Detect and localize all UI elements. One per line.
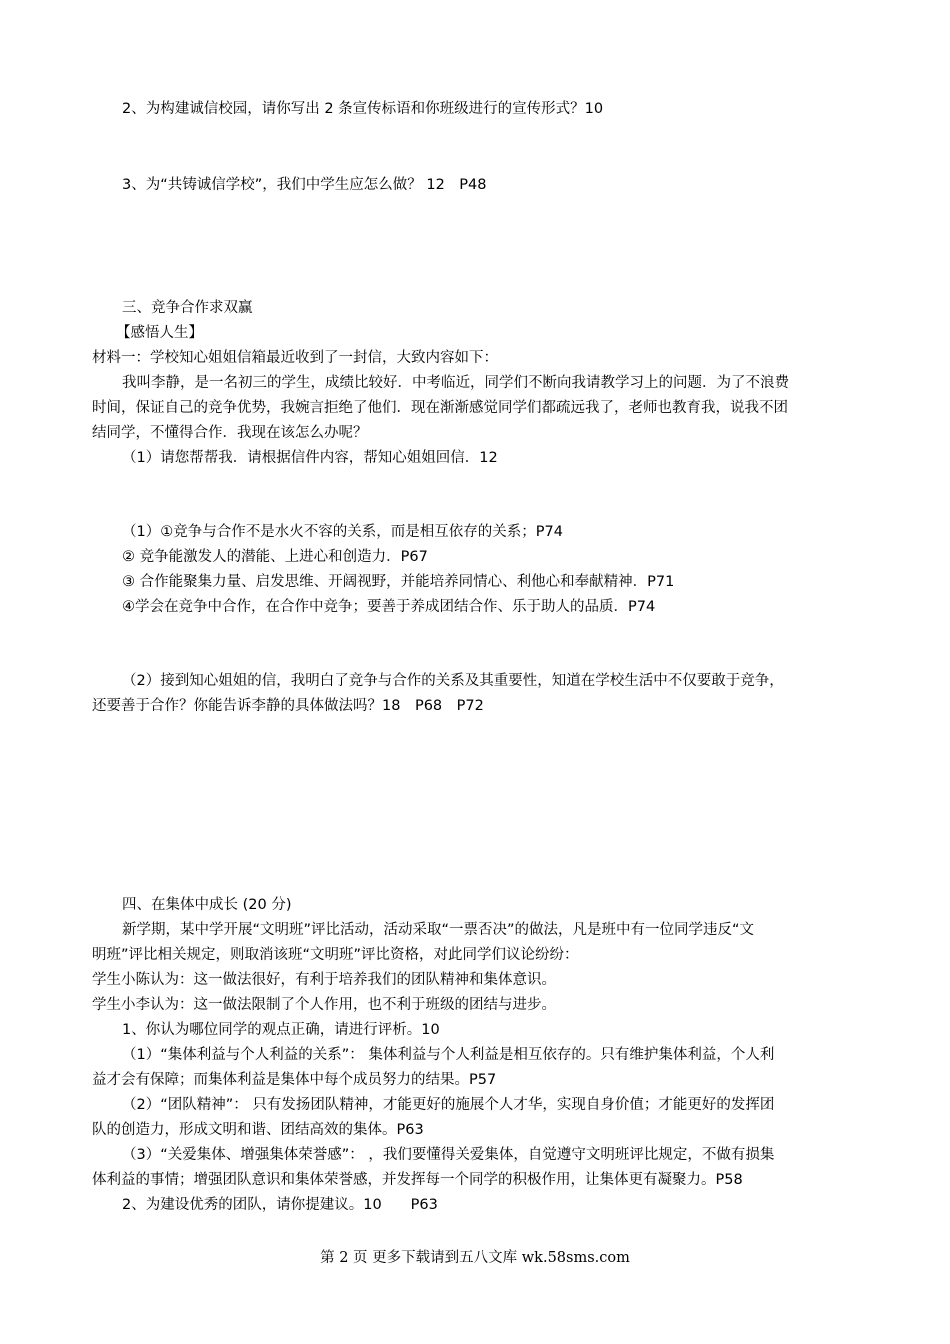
letter-paragraph-line-2: 时间，保证自己的竞争优势，我婉言拒绝了他们．现在渐渐感觉同学们都疏远我了，老师也教育我，说我不团 [92, 400, 788, 416]
answer-point-2: ② 竞争能激发人的潜能、上进心和创造力．P67 [122, 549, 428, 565]
student-chen-opinion: 学生小陈认为：这一做法很好，有利于培养我们的团队精神和集体意识。 [92, 972, 556, 988]
section-4-question-2: 2、为建设优秀的团队，请你提建议。10 P63 [122, 1197, 438, 1213]
sub-question-2-line-2: 还要善于合作？你能告诉李静的具体做法吗？18 P68 P72 [92, 698, 484, 714]
answer-2-line-1: （2）“团队精神”： 只有发扬团队精神，才能更好的施展个人才华，实现自身价值；才能更好的发挥团 [122, 1097, 775, 1113]
answer-3-line-2: 体利益的事情；增强团队意识和集体荣誉感，并发挥每一个同学的积极作用，让集体更有凝聚力。P58 [92, 1172, 743, 1188]
section-4-paragraph-line-2: 明班”评比相关规定，则取消该班“文明班”评比资格，对此同学们议论纷纷： [92, 947, 579, 963]
letter-paragraph-line-1: 我叫李静，是一名初三的学生，成绩比较好．中考临近，同学们不断向我请教学习上的问题．为了不浪费 [122, 375, 789, 391]
material-1-intro: 材料一：学校知心姐姐信箱最近收到了一封信，大致内容如下： [92, 350, 498, 366]
answer-3-line-1: （3）“关爱集体、增强集体荣誉感”： ，我们要懂得关爱集体，自觉遵守文明班评比规定，不做有损集 [122, 1147, 775, 1163]
question-2-line: 2、为构建诚信校园，请你写出 2 条宣传标语和你班级进行的宣传形式？10 [122, 101, 604, 117]
answer-2-line-2: 队的创造力，形成文明和谐、团结高效的集体。P63 [92, 1122, 424, 1138]
answer-point-4: ④学会在竞争中合作，在合作中竞争；要善于养成团结合作、乐于助人的品质．P74 [122, 599, 656, 615]
answer-point-1: （1）①竞争与合作不是水火不容的关系，而是相互依存的关系；P74 [122, 524, 563, 540]
subheading-ganwu-rensheng: 【感悟人生】 [116, 325, 203, 341]
section-4-heading: 四、在集体中成长 (20 分) [122, 897, 292, 913]
sub-question-1: （1）请您帮帮我．请根据信件内容，帮知心姐姐回信．12 [122, 450, 498, 466]
section-4-question-1: 1、你认为哪位同学的观点正确，请进行评析。10 [122, 1022, 440, 1038]
letter-paragraph-line-3: 结同学，不懂得合作．我现在该怎么办呢？ [92, 425, 368, 441]
section-4-paragraph-line-1: 新学期，某中学开展“文明班”评比活动，活动采取“一票否决”的做法，凡是班中有一位同学违反“文 [122, 922, 755, 938]
question-3-line: 3、为“共铸诚信学校”，我们中学生应怎么做？ 12 P48 [122, 177, 487, 193]
answer-1-line-1: （1）“集体利益与个人利益的关系”： 集体利益与个人利益是相互依存的。只有维护集体利益，个人利 [122, 1047, 775, 1063]
student-li-opinion: 学生小李认为：这一做法限制了个人作用，也不利于班级的团结与进步。 [92, 997, 556, 1013]
sub-question-2-line-1: （2）接到知心姐姐的信，我明白了竞争与合作的关系及其重要性，知道在学校生活中不仅要敢于竞争， [122, 673, 784, 689]
page-footer: 第 2 页 更多下载请到五八文库 wk.58sms.com [320, 1250, 630, 1266]
answer-point-3: ③ 合作能聚集力量、启发思维、开阔视野，并能培养同情心、利他心和奉献精神．P71 [122, 574, 675, 590]
answer-1-line-2: 益才会有保障；而集体利益是集体中每个成员努力的结果。P57 [92, 1072, 497, 1088]
section-3-heading: 三、竞争合作求双赢 [122, 300, 253, 316]
